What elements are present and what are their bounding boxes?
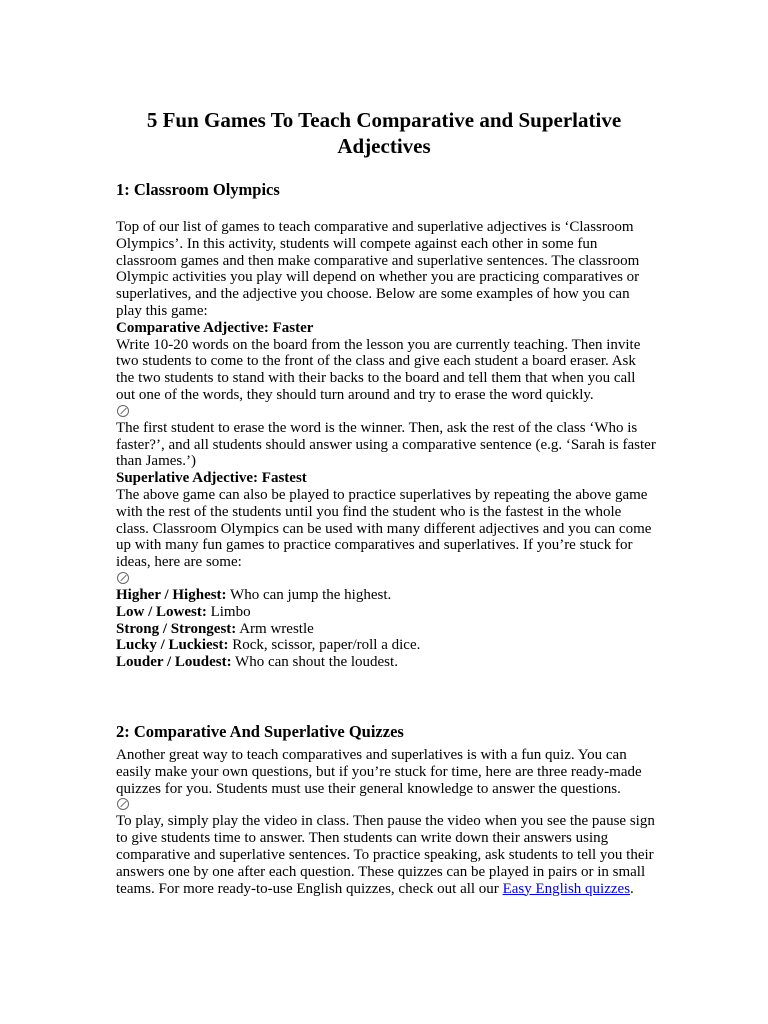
broken-image-icon [117,405,129,417]
example-item [116,637,656,654]
example-text: Arm wrestle [236,620,314,637]
section-2-intro: Another great way to teach comparatives and superlatives is with a fun quiz. You can easily make your own questions, but if you’re stuck for time, here are three ready-made quizzes for you. Students must use their general knowledge to answer the questions. [116,747,642,797]
example-text: Rock, scissor, paper/roll a dice. [228,637,421,654]
example-text: Who can shout the loudest. [231,654,398,671]
example-text: Who can jump the highest. [226,586,392,603]
example-label: Lucky / Luckiest: [116,637,229,654]
section-1-intro: Top of our list of games to teach comparative and superlative adjectives is ‘Classroom Olympics’. In this activity, students will compete against each other in some fun classroom games and then make comparative and superlative sentences. The classroom Olympic activities you play will depend on whether you are practicing comparatives or superlatives, and the adjective you choose. Below are some examples of how you can play this game: [116,219,640,319]
superlative-text: The above game can also be played to practice superlatives by repeating the above game with the rest of the students until you find the student who is the fastest in the whole class. Classroom Olympics can be used with many different adjectives and you can come up with many fun games to practice comparatives and superlatives. If you’re stuck for ideas, here are some: [116,486,652,571]
section-1-body [116,219,656,671]
example-label: Higher / Highest: [116,586,227,603]
example-text: Limbo [206,603,251,620]
comparative-text: Write 10-20 words on the board from the lesson you are currently teaching. Then invite two students to come to the front of the class and give each student a board eraser. Ask the two students to stand with their backs to the board and tell them that when you call out one of the words, they should turn around and try to erase the word quickly. [116,336,641,403]
broken-image-icon [117,798,129,810]
section-2-heading: 2: Comparative And Superlative Quizzes [116,722,404,741]
example-label: Strong / Strongest: [116,620,237,637]
example-item [116,604,656,621]
example-label: Louder / Loudest: [116,654,232,671]
period: . [630,880,634,897]
example-item [116,621,656,638]
comparative-text-2: The first student to erase the word is the winner. Then, ask the rest of the class ‘Who is faster?’, and all students should answer using a comparative sentence (e.g. ‘Sarah is faster than James.’) [116,419,656,470]
example-item [116,654,656,671]
easy-english-quizzes-link[interactable]: Easy English quizzes [502,880,631,897]
section-2-text-content: To play, simply play the video in class. Then pause the video when you see the pause sign to give students time to answer. Then students can write down their answers using comparative and superlative sentences. To practice speaking, ask students to tell you their answers one by one after each question. These quizzes can be played in pairs or in small teams. For more ready-to-use English quizzes, check out all our [116,813,655,897]
example-label: Low / Lowest: [116,603,207,620]
comparative-heading: Comparative Adjective: Faster [116,319,314,336]
section-2-text [116,813,656,897]
section-1-heading: 1: Classroom Olympics [116,180,280,199]
superlative-heading: Superlative Adjective: Fastest [116,470,307,487]
example-item [116,587,656,604]
broken-image-icon [117,572,129,584]
section-2-body [116,747,656,897]
document-title: 5 Fun Games To Teach Comparative and Superlative Adjectives [146,108,622,158]
